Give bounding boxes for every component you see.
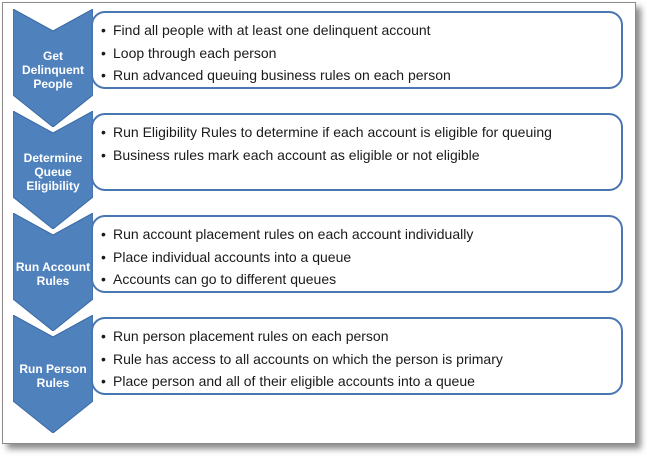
list-item: • Loop through each person (101, 44, 277, 61)
step-1-label-line: People (33, 77, 73, 91)
bullet-text: Accounts can go to different queues (113, 271, 337, 287)
step-2-label-line: Eligibility (26, 179, 80, 193)
step-1-label-line: Get (42, 49, 63, 63)
step-3-label-line: Run Account (15, 260, 91, 274)
step-2-bullet-list (93, 115, 621, 166)
bullet-text: Business rules mark each account as eligible or not eligible (113, 146, 480, 163)
step-1-label-line: Delinquent (22, 63, 84, 77)
step-4-label (13, 362, 93, 390)
step-1-details-box (91, 11, 623, 89)
list-item: • Place individual accounts into a queue (101, 248, 352, 265)
diagram-frame (2, 2, 636, 444)
step-4-bullet-list (93, 319, 621, 393)
list-item: • Rule has access to all accounts on which the person is primary (101, 350, 503, 367)
list-item: • Run advanced queuing business rules on each person (101, 67, 451, 83)
step-4-chevron (13, 315, 93, 433)
list-item: • Find all people with at least one delinquent account (101, 22, 431, 38)
step-3-label-line: Rules (36, 274, 70, 288)
bullet-text: Run person placement rules on each person (113, 328, 389, 344)
bullet-text: Rule has access to all accounts on which the person is primary (113, 350, 503, 367)
list-item: • Accounts can go to different queues (101, 271, 337, 287)
step-3-label (13, 260, 93, 288)
bullet-text: Loop through each person (113, 44, 277, 61)
list-item: • Place person and all of their eligible accounts into a queue (101, 373, 475, 389)
step-1-label (13, 49, 93, 91)
step-1-bullet-list (93, 13, 621, 87)
bullet-text: Run Eligibility Rules to determine if each account is eligible for queuing (113, 124, 552, 140)
step-2-label-line: Determine (23, 151, 83, 165)
step-2-details-box (91, 113, 623, 191)
bullet-text: Place individual accounts into a queue (113, 248, 352, 265)
step-2-chevron (13, 111, 93, 229)
step-3-details-box (91, 215, 623, 293)
step-4-label-line: Run Person (19, 362, 87, 376)
list-item: • Run person placement rules on each person (101, 328, 389, 344)
step-3-chevron (13, 213, 93, 331)
step-2-label-line: Queue (34, 165, 72, 179)
bullet-text: Run account placement rules on each account individually (113, 226, 474, 242)
list-item: • Business rules mark each account as eligible or not eligible (101, 146, 480, 163)
step-1-chevron (13, 9, 93, 127)
list-item: • Run account placement rules on each account individually (101, 226, 474, 242)
bullet-text: Find all people with at least one delinquent account (113, 22, 431, 38)
bullet-text: Run advanced queuing business rules on each person (113, 67, 451, 83)
bullet-text: Place person and all of their eligible accounts into a queue (113, 373, 475, 389)
step-4-label-line: Rules (36, 376, 70, 390)
list-item: • Run Eligibility Rules to determine if each account is eligible for queuing (101, 124, 552, 140)
step-3-bullet-list (93, 217, 621, 291)
step-4-details-box (91, 317, 623, 395)
step-2-label (13, 151, 93, 193)
